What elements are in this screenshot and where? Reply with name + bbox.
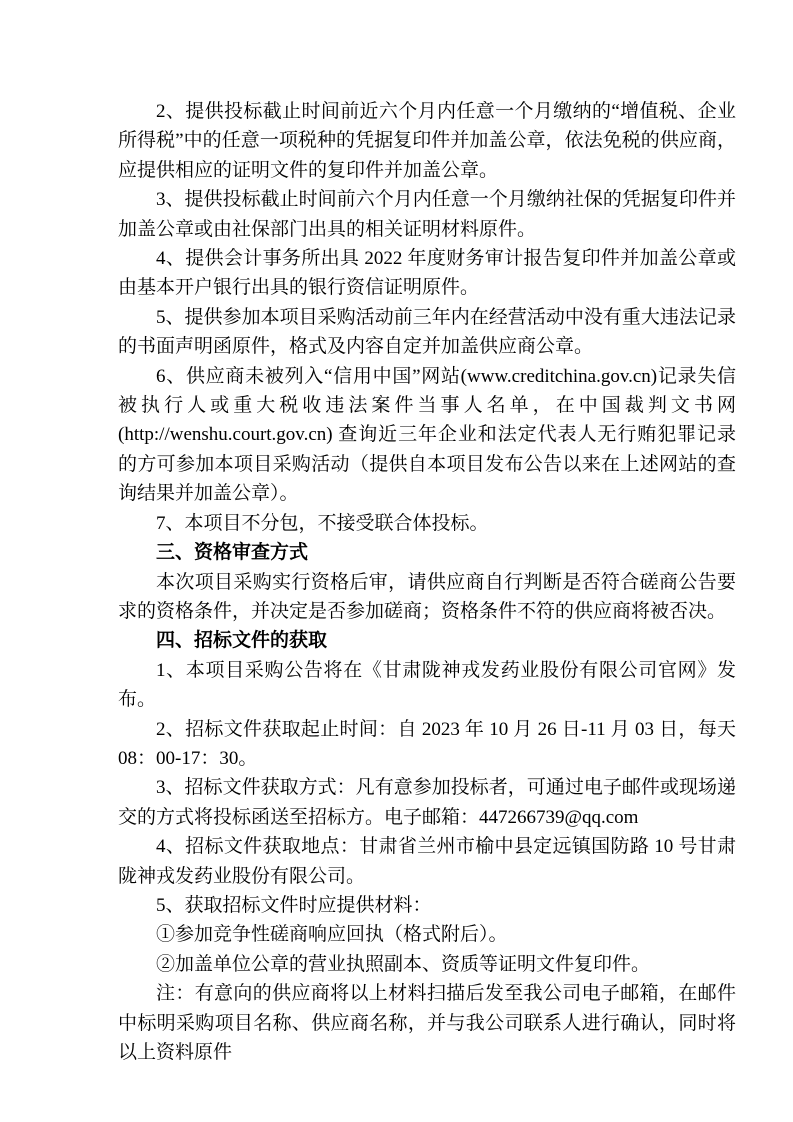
- paragraph: 3、招标文件获取方式：凡有意参加投标者，可通过电子邮件或现场递交的方式将投标函送至招标方。电子邮箱：447266739@qq.com: [118, 777, 736, 828]
- section-heading: 四、招标文件的获取: [156, 630, 328, 652]
- paragraph: 本次项目采购实行资格后审，请供应商自行判断是否符合磋商公告要求的资格条件，并决定是否参加磋商；资格条件不符的供应商将被否决。: [118, 571, 736, 622]
- paragraph: 6、供应商未被列入“信用中国”网站(www.creditchina.gov.cn)记录失信被执行人或重大税收违法案件当事人名单，在中国裁判文书网(http://wenshu.court.gov.cn) 查询近三年企业和法定代表人无行贿犯罪记录的方可参加本项目采购活动（提供自本项目发布公告以来在上述网站的查询结果并加盖公章）。: [118, 365, 736, 505]
- paragraph: 3、提供投标截止时间前六个月内任意一个月缴纳社保的凭据复印件并加盖公章或由社保部门出具的相关证明材料原件。: [118, 189, 736, 240]
- document-body: [118, 97, 736, 1067]
- paragraph: 5、提供参加本项目采购活动前三年内在经营活动中没有重大违法记录的书面声明函原件，格式及内容自定并加盖供应商公章。: [118, 306, 736, 358]
- paragraph: 5、获取招标文件时应提供材料：: [156, 894, 432, 916]
- paragraph: 2、提供投标截止时间前近六个月内任意一个月缴纳的“增值税、企业所得税”中的任意一项税种的凭据复印件并加盖公章，依法免税的供应商，应提供相应的证明文件的复印件并加盖公章。: [118, 101, 736, 181]
- paragraph: 4、招标文件获取地点：甘肃省兰州市榆中县定远镇国防路 10 号甘肃陇神戎发药业股份有限公司。: [118, 836, 736, 887]
- paragraph: 注：有意向的供应商将以上材料扫描后发至我公司电子邮箱，在邮件中标明采购项目名称、供应商名称，并与我公司联系人进行确认，同时将以上资料原件: [118, 983, 736, 1063]
- paragraph: 4、提供会计事务所出具 2022 年度财务审计报告复印件并加盖公章或由基本开户银行出具的银行资信证明原件。: [118, 248, 736, 299]
- paragraph: 1、本项目采购公告将在《甘肃陇神戎发药业股份有限公司官网》发布。: [118, 659, 736, 711]
- paragraph: 2、招标文件获取起止时间：自 2023 年 10 月 26 日-11 月 03 日，每天 08：00-17：30。: [118, 718, 736, 769]
- section-heading: 三、资格审查方式: [156, 542, 309, 564]
- paragraph: ②加盖单位公章的营业执照副本、资质等证明文件复印件。: [156, 953, 651, 975]
- paragraph: ①参加竞争性磋商响应回执（格式附后）。: [156, 924, 508, 946]
- paragraph: 7、本项目不分包，不接受联合体投标。: [156, 512, 489, 534]
